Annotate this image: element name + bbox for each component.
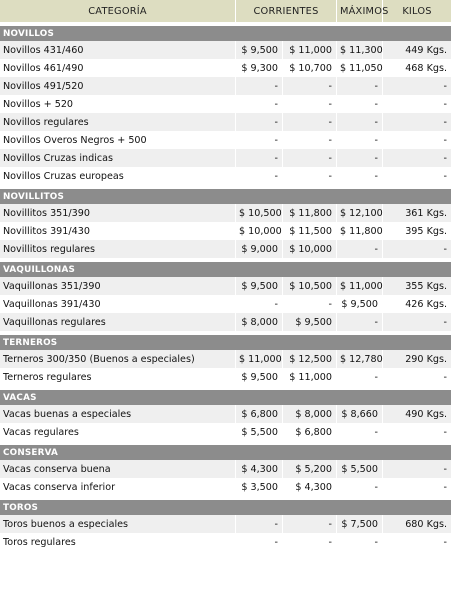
section-header-row (0, 445, 451, 460)
cell-min: $ 10,000 (236, 222, 283, 240)
cell-corrientes: - (283, 131, 337, 149)
cell-maximos: $ 11,000 (337, 277, 383, 295)
cell-kilos: - (383, 313, 451, 331)
table-row (0, 277, 451, 295)
cell-maximos: - (337, 167, 383, 185)
cell-corrientes: $ 6,800 (283, 423, 337, 441)
cell-kilos: - (383, 113, 451, 131)
cell-kilos: - (383, 131, 451, 149)
cell-corrientes: - (283, 533, 337, 551)
cell-categoria: Novillos Overos Negros + 500 (0, 131, 236, 149)
section-title: NOVILLOS (0, 26, 451, 41)
section-header-row (0, 189, 451, 204)
cell-corrientes: $ 11,800 (283, 204, 337, 222)
cell-categoria: Terneros regulares (0, 368, 236, 386)
table-row (0, 405, 451, 423)
cell-maximos: - (337, 77, 383, 95)
cell-min: $ 11,000 (236, 350, 283, 368)
cell-min: - (236, 533, 283, 551)
cell-categoria: Vacas conserva inferior (0, 478, 236, 496)
cell-min: - (236, 167, 283, 185)
cell-kilos: 468 Kgs. (383, 59, 451, 77)
cell-corrientes: $ 11,500 (283, 222, 337, 240)
table-row (0, 515, 451, 533)
cell-kilos: - (383, 368, 451, 386)
table-row (0, 350, 451, 368)
section-title: VACAS (0, 390, 451, 405)
cell-maximos: - (337, 131, 383, 149)
cell-corrientes: $ 4,300 (283, 478, 337, 496)
cell-kilos: - (383, 460, 451, 478)
section-header-row (0, 335, 451, 350)
cell-kilos: - (383, 240, 451, 258)
cell-corrientes: $ 11,000 (283, 41, 337, 59)
header-maximos: MÁXIMOS (337, 0, 383, 22)
cell-kilos: - (383, 95, 451, 113)
cell-categoria: Vacas regulares (0, 423, 236, 441)
cell-categoria: Novillos 461/490 (0, 59, 236, 77)
cell-kilos: 290 Kgs. (383, 350, 451, 368)
cell-min: $ 9,000 (236, 240, 283, 258)
cell-categoria: Vaquillonas 391/430 (0, 295, 236, 313)
cell-min: - (236, 149, 283, 167)
cell-kilos: 426 Kgs. (383, 295, 451, 313)
table-row (0, 478, 451, 496)
cell-maximos: - (337, 533, 383, 551)
cell-corrientes: - (283, 149, 337, 167)
table-row (0, 59, 451, 77)
cell-maximos: - (337, 368, 383, 386)
cell-min: $ 4,300 (236, 460, 283, 478)
cell-kilos: - (383, 167, 451, 185)
cell-maximos: - (337, 240, 383, 258)
cell-corrientes: $ 10,700 (283, 59, 337, 77)
cell-kilos: 449 Kgs. (383, 41, 451, 59)
header-corrientes: CORRIENTES (236, 0, 337, 22)
cell-min: - (236, 131, 283, 149)
cell-min: $ 9,500 (236, 368, 283, 386)
cell-min: - (236, 95, 283, 113)
section-title: VAQUILLONAS (0, 262, 451, 277)
cell-maximos: - (337, 95, 383, 113)
table-body (0, 22, 451, 551)
table-row (0, 222, 451, 240)
cell-corrientes: $ 11,000 (283, 368, 337, 386)
cell-corrientes: - (283, 167, 337, 185)
cell-maximos: - (337, 313, 383, 331)
cell-maximos: $ 12,100 (337, 204, 383, 222)
table-header-row (0, 0, 451, 22)
cell-min: $ 6,800 (236, 405, 283, 423)
cell-maximos: $ 7,500 (337, 515, 383, 533)
table-row (0, 368, 451, 386)
cell-corrientes: $ 12,500 (283, 350, 337, 368)
section-title: TOROS (0, 500, 451, 515)
cell-categoria: Novillitos 351/390 (0, 204, 236, 222)
cell-categoria: Toros regulares (0, 533, 236, 551)
cell-maximos: - (337, 478, 383, 496)
cell-kilos: 361 Kgs. (383, 204, 451, 222)
table-row (0, 167, 451, 185)
cell-categoria: Toros buenos a especiales (0, 515, 236, 533)
cell-min: - (236, 77, 283, 95)
cell-categoria: Novillos 491/520 (0, 77, 236, 95)
section-header-row (0, 26, 451, 41)
cell-corrientes: $ 10,000 (283, 240, 337, 258)
cell-categoria: Novillos Cruzas indicas (0, 149, 236, 167)
cell-kilos: 680 Kgs. (383, 515, 451, 533)
cell-kilos: 395 Kgs. (383, 222, 451, 240)
cell-corrientes: $ 5,200 (283, 460, 337, 478)
section-title: TERNEROS (0, 335, 451, 350)
cell-categoria: Novillitos regulares (0, 240, 236, 258)
cell-min: - (236, 515, 283, 533)
cell-min: - (236, 295, 283, 313)
cell-corrientes: - (283, 77, 337, 95)
cell-corrientes: $ 8,000 (283, 405, 337, 423)
cell-min: $ 9,500 (236, 41, 283, 59)
cell-kilos: - (383, 478, 451, 496)
table-row (0, 240, 451, 258)
cell-corrientes: $ 9,500 (283, 313, 337, 331)
cell-corrientes: - (283, 113, 337, 131)
table-row (0, 460, 451, 478)
cell-kilos: - (383, 149, 451, 167)
cell-categoria: Novillitos 391/430 (0, 222, 236, 240)
table-row (0, 533, 451, 551)
header-kilos: KILOS (383, 0, 451, 22)
cell-maximos: - (337, 149, 383, 167)
table-row (0, 149, 451, 167)
cell-min: $ 10,500 (236, 204, 283, 222)
cell-categoria: Terneros 300/350 (Buenos a especiales) (0, 350, 236, 368)
table-row (0, 41, 451, 59)
cell-min: $ 8,000 (236, 313, 283, 331)
cell-categoria: Vaquillonas 351/390 (0, 277, 236, 295)
cell-min: $ 9,300 (236, 59, 283, 77)
section-title: NOVILLITOS (0, 189, 451, 204)
section-header-row (0, 390, 451, 405)
cell-min: $ 3,500 (236, 478, 283, 496)
table-row (0, 204, 451, 222)
section-title: CONSERVA (0, 445, 451, 460)
cell-maximos: $ 9,500 (337, 295, 383, 313)
cell-corrientes: - (283, 515, 337, 533)
cell-min: - (236, 113, 283, 131)
table-row (0, 77, 451, 95)
cell-corrientes: $ 10,500 (283, 277, 337, 295)
table-row (0, 295, 451, 313)
cell-categoria: Vacas buenas a especiales (0, 405, 236, 423)
cell-corrientes: - (283, 295, 337, 313)
section-header-row (0, 262, 451, 277)
cell-maximos: $ 11,800 (337, 222, 383, 240)
table-row (0, 131, 451, 149)
cell-min: $ 5,500 (236, 423, 283, 441)
cell-maximos: $ 11,050 (337, 59, 383, 77)
cell-categoria: Novillos 431/460 (0, 41, 236, 59)
cell-categoria: Vacas conserva buena (0, 460, 236, 478)
cell-maximos: - (337, 113, 383, 131)
cell-corrientes: - (283, 95, 337, 113)
cell-maximos: $ 5,500 (337, 460, 383, 478)
cell-categoria: Vaquillonas regulares (0, 313, 236, 331)
cell-min: $ 9,500 (236, 277, 283, 295)
section-header-row (0, 500, 451, 515)
cell-maximos: $ 11,300 (337, 41, 383, 59)
cell-categoria: Novillos + 520 (0, 95, 236, 113)
cell-kilos: - (383, 533, 451, 551)
header-categoria: CATEGORÍA (0, 0, 236, 22)
cell-maximos: - (337, 423, 383, 441)
cell-kilos: - (383, 77, 451, 95)
cell-maximos: $ 8,660 (337, 405, 383, 423)
cell-categoria: Novillos Cruzas europeas (0, 167, 236, 185)
cell-kilos: 355 Kgs. (383, 277, 451, 295)
table-row (0, 313, 451, 331)
table-row (0, 423, 451, 441)
table-row (0, 95, 451, 113)
cell-kilos: 490 Kgs. (383, 405, 451, 423)
table-row (0, 113, 451, 131)
cell-categoria: Novillos regulares (0, 113, 236, 131)
cell-kilos: - (383, 423, 451, 441)
cell-maximos: $ 12,780 (337, 350, 383, 368)
